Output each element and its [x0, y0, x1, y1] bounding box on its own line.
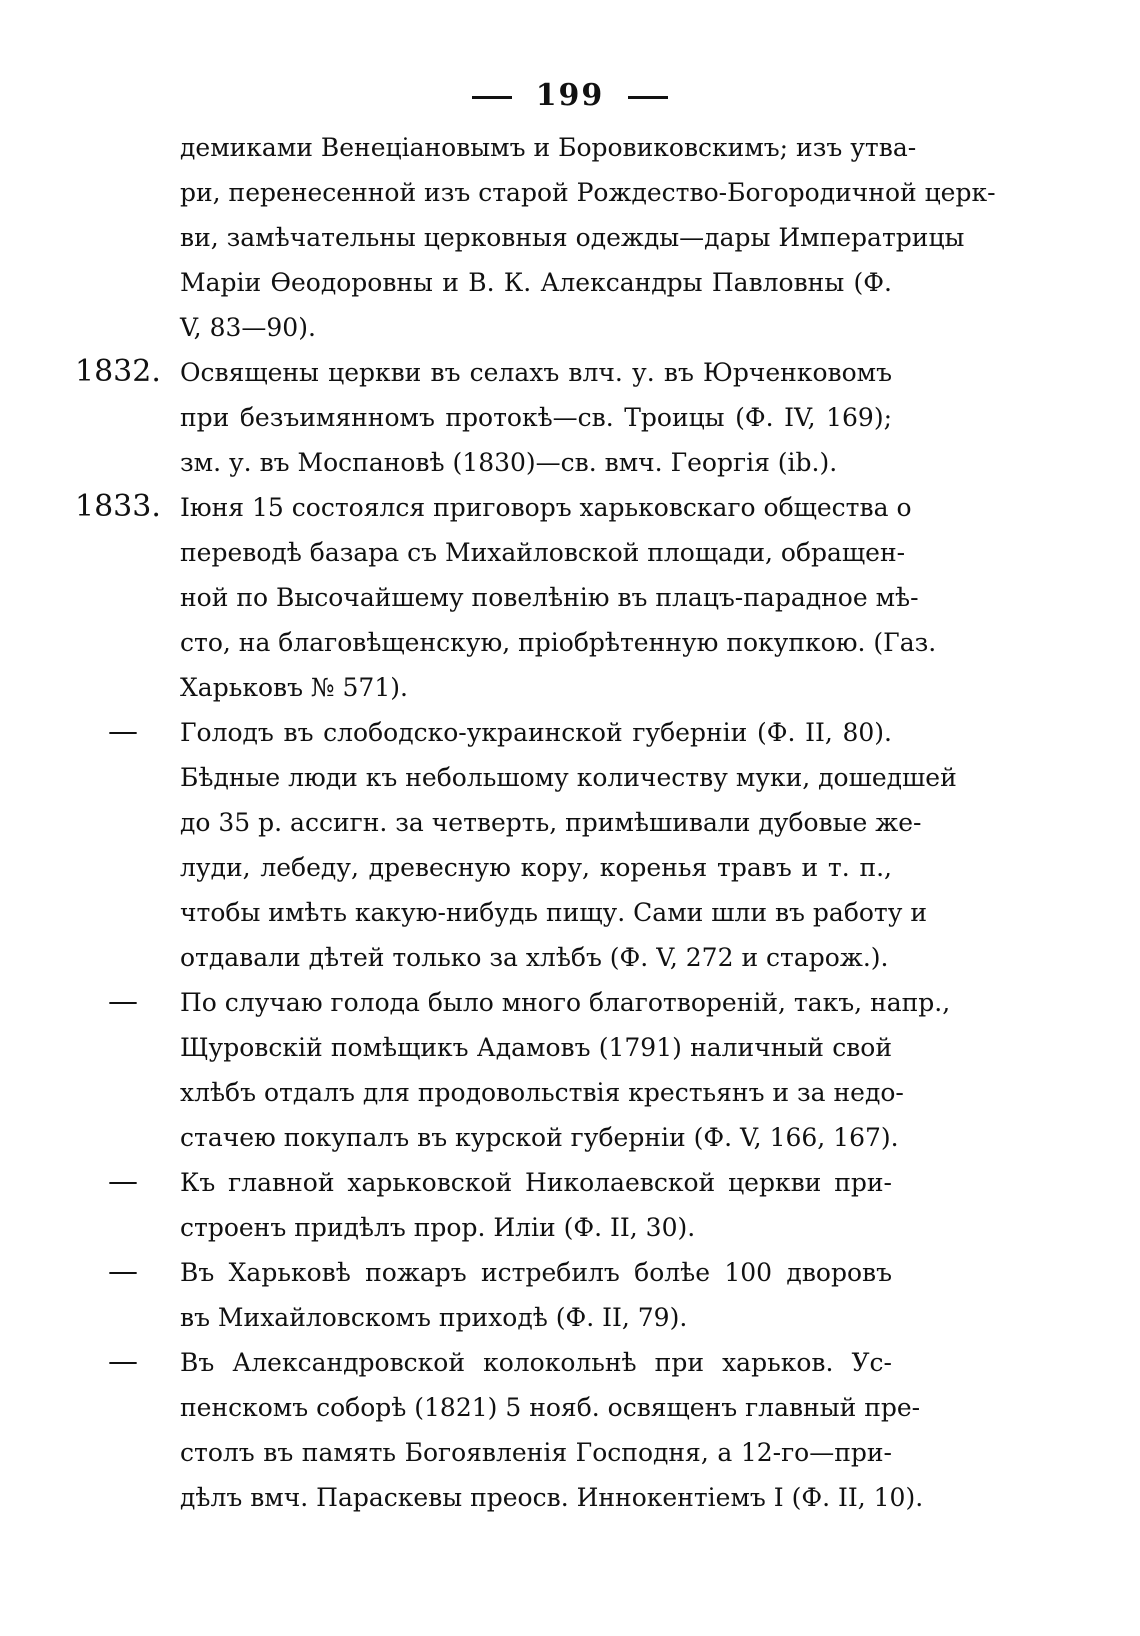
dash-marker: —: [108, 1254, 138, 1289]
entry-1833: [0, 485, 1140, 710]
dash-marker: —: [108, 1164, 138, 1199]
text-line: при безъимянномъ протокѣ—св. Троицы (Ф. IV, 169);: [180, 403, 892, 432]
text-line: ри, перенесенной изъ старой Рождество-Богородичной церк-: [180, 178, 996, 207]
text-line: Освящены церкви въ селахъ влч. у. въ Юрченковомъ: [180, 358, 892, 387]
text-line: чтобы имѣть какую-нибудь пищу. Сами шли въ работу и: [180, 898, 928, 927]
text-line: стачею покупалъ въ курской губерніи (Ф. V, 166, 167).: [180, 1123, 899, 1152]
text-line: По случаю голода было много благотвореній, такъ, напр.,: [180, 988, 951, 1017]
page-number: 199: [535, 78, 605, 113]
entry-text: [180, 350, 892, 485]
dash-marker: —: [108, 1344, 138, 1379]
dash-marker: —: [108, 714, 138, 749]
text-line: луди, лебеду, древесную кору, коренья травъ и т. п.,: [180, 853, 892, 882]
text-line: Въ Харьковѣ пожаръ истребилъ болѣе 100 дворовъ: [180, 1258, 892, 1287]
text-line: хлѣбъ отдалъ для продовольствія крестьянъ и за недо-: [180, 1078, 904, 1107]
text-line: ной по Высочайшему повелѣнію въ плацъ-парадное мѣ-: [180, 583, 919, 612]
text-line: дѣлъ вмч. Параскевы преосв. Иннокентіемъ I (Ф. II, 10).: [180, 1483, 924, 1512]
text-line: ви, замѣчательны церковныя одежды—дары Императрицы: [180, 223, 965, 252]
text-line: зм. у. въ Моспановѣ (1830)—св. вмч. Георгія (ib.).: [180, 448, 838, 477]
text-line: отдавали дѣтей только за хлѣбъ (Ф. V, 272 и старож.).: [180, 943, 889, 972]
header-dash-left: [472, 96, 512, 99]
entry-text: [180, 1250, 892, 1340]
text-line: въ Михайловскомъ приходѣ (Ф. II, 79).: [180, 1303, 688, 1332]
year-marker: 1833.: [75, 489, 161, 524]
entry-text: [180, 485, 937, 710]
entry-bell-tower: [0, 1340, 1140, 1520]
entry-text: [180, 980, 951, 1160]
text-line: строенъ придѣлъ прор. Иліи (Ф. II, 30).: [180, 1213, 696, 1242]
entry-famine: [0, 710, 1140, 980]
text-line: Маріи Өеодоровны и В. К. Александры Павловны (Ф.: [180, 268, 892, 297]
text-line: Голодъ въ слободско-украинской губерніи (Ф. II, 80).: [180, 718, 892, 747]
text-line: Щуровскій помѣщикъ Адамовъ (1791) наличный свой: [180, 1033, 892, 1062]
chronicle-entries: [0, 125, 1140, 1520]
entry-text: [180, 1160, 892, 1250]
page-header: [0, 74, 1140, 118]
entry-1832: [0, 350, 1140, 485]
entry-nikolaev-church: [0, 1160, 1140, 1250]
entry-charity: [0, 980, 1140, 1160]
text-line: V, 83—90).: [180, 313, 316, 342]
text-line: столъ въ память Богоявленія Господня, а 12-го—при-: [180, 1438, 892, 1467]
text-line: переводѣ базара съ Михайловской площади, обращен-: [180, 538, 906, 567]
entry-text: [180, 710, 957, 980]
text-line: пенскомъ соборѣ (1821) 5 нояб. освященъ главный пре-: [180, 1393, 921, 1422]
year-marker: 1832.: [75, 354, 161, 389]
text-line: Бѣдные люди къ небольшому количеству муки, дошедшей: [180, 763, 957, 792]
entry-fire: [0, 1250, 1140, 1340]
dash-marker: —: [108, 984, 138, 1019]
text-line: Іюня 15 состоялся приговоръ харьковскаго общества о: [180, 493, 912, 522]
entry-text: [180, 125, 996, 350]
text-line: Къ главной харьковской Николаевской церкви при-: [180, 1168, 892, 1197]
entry-text: [180, 1340, 924, 1520]
text-line: сто, на благовѣщенскую, пріобрѣтенную покупкою. (Газ.: [180, 628, 937, 657]
text-line: демиками Венеціановымъ и Боровиковскимъ; изъ утва-: [180, 133, 917, 162]
text-line: до 35 р. ассигн. за четверть, примѣшивали дубовые же-: [180, 808, 922, 837]
entry-continuation: [0, 125, 1140, 350]
header-dash-right: [628, 96, 668, 99]
text-line: Харьковъ № 571).: [180, 673, 408, 702]
text-line: Въ Александровской колокольнѣ при харьков. Ус-: [180, 1348, 892, 1377]
